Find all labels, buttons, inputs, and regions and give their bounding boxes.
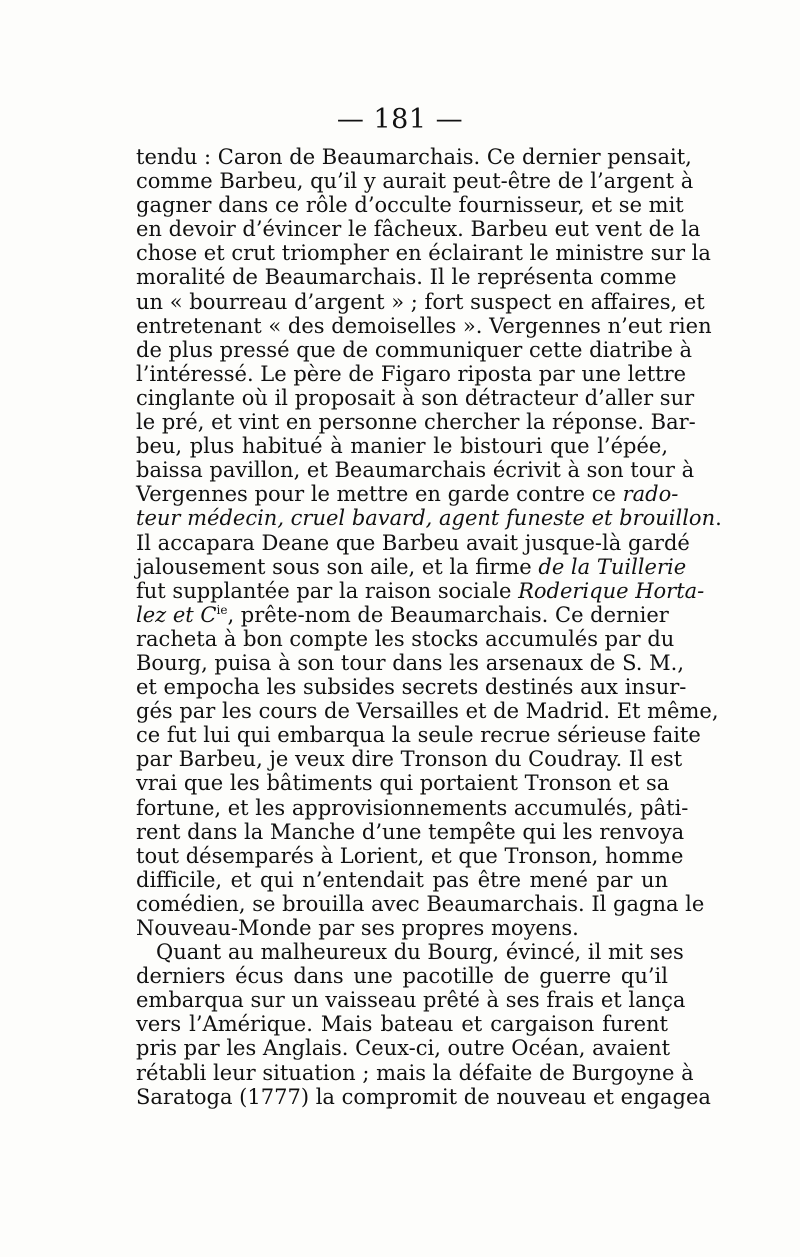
text-run: . xyxy=(715,506,722,531)
text-line xyxy=(136,650,684,675)
text-line xyxy=(136,819,685,844)
body-text xyxy=(136,145,722,1109)
text-run: moralité de Beaumarchais. Il le représenta comme xyxy=(136,265,677,290)
text-run: comme Barbeu, qu’il y aurait peut-être de l’argent à xyxy=(136,169,694,194)
text-run: pris par les Anglais. Ceux-ci, outre Océan, avaient xyxy=(136,1036,671,1061)
text-line xyxy=(136,578,705,603)
italic-text: de la Tuillerie xyxy=(538,554,687,579)
text-line xyxy=(136,1060,694,1085)
text-run: tendu : Caron de Beaumarchais. Ce dernier pensait, xyxy=(136,145,692,169)
text-run: tout désemparés à Lorient, et que Tronson, homme xyxy=(136,843,684,868)
text-run: Saratoga (1777) la compromit de nouveau et engagea xyxy=(136,1084,711,1109)
text-line xyxy=(136,1036,671,1061)
text-line xyxy=(136,940,684,965)
text-run: de plus pressé que de communiquer cette diatribe à xyxy=(136,337,693,362)
text-line xyxy=(136,1084,711,1109)
text-line xyxy=(136,482,679,507)
text-run: rétabli leur situation ; mais la défaite de Burgoyne à xyxy=(136,1060,694,1085)
text-line xyxy=(136,530,690,555)
text-line xyxy=(136,699,719,724)
text-run: en devoir d’évincer le fâcheux. Barbeu eut vent de la xyxy=(136,217,701,242)
text-run: jalousement sous son aile, et la firme xyxy=(136,554,539,579)
italic-text: teur médecin, cruel bavard, agent funeste et brouillon xyxy=(136,506,716,531)
italic-text: lez et C xyxy=(136,602,217,627)
text-line xyxy=(136,916,668,940)
text-run: beu, plus habitué à manier le bistouri que l’épée, xyxy=(136,434,668,459)
text-run: difficile, et qui n’entendait pas être mené par un xyxy=(136,867,668,892)
text-line xyxy=(136,169,694,194)
text-run: racheta à bon compte les stocks accumulés par du xyxy=(136,626,675,651)
text-run: fut supplantée par la raison sociale xyxy=(136,578,519,603)
text-line xyxy=(136,241,711,266)
text-run: par Barbeu, je veux dire Tronson du Coudray. Il est xyxy=(136,747,683,772)
text-line xyxy=(136,385,695,410)
text-run: ce fut lui qui embarqua la seule recrue sérieuse faite xyxy=(136,723,701,748)
text-line xyxy=(136,1012,668,1036)
text-run: cinglante où il proposait à son détracteur d’aller sur xyxy=(136,385,695,410)
text-run: l’intéressé. Le père de Figaro riposta par une lettre xyxy=(136,361,687,386)
text-run: comédien, se brouilla avec Beaumarchais. Il gagna le xyxy=(136,891,705,916)
text-line xyxy=(136,193,684,218)
text-run: entretenant « des demoiselles ». Vergennes n’eut rien xyxy=(136,313,712,338)
text-line xyxy=(136,361,687,386)
text-run: embarqua sur un vaisseau prêté à ses frais et lança xyxy=(136,988,686,1013)
text-run: le pré, et vint en personne chercher la réponse. Bar- xyxy=(136,410,696,435)
text-run: vers l’Amérique. Mais bateau et cargaison furent xyxy=(136,1012,668,1037)
text-line xyxy=(136,458,695,483)
text-line xyxy=(136,868,668,892)
text-line xyxy=(136,723,701,748)
text-line xyxy=(136,675,687,700)
text-line xyxy=(136,747,683,772)
text-run: Bourg, puisa à son tour dans les arsenaux de S. M., xyxy=(136,650,684,675)
text-line xyxy=(136,217,701,242)
text-run: derniers écus dans une pacotille de guerre qu’il xyxy=(136,964,668,989)
text-run: fortune, et les approvisionnements accumulés, pâti- xyxy=(136,795,689,820)
text-line xyxy=(136,506,722,531)
text-line xyxy=(136,145,692,169)
text-run: Quant au malheureux du Bourg, évincé, il mit ses xyxy=(156,940,684,965)
text-run: vrai que les bâtiments qui portaient Tronson et sa xyxy=(136,771,670,796)
text-run: chose et crut triompher en éclairant le ministre sur la xyxy=(136,241,711,266)
text-line xyxy=(136,626,675,651)
text-line xyxy=(136,603,668,627)
text-line xyxy=(136,843,684,868)
text-line xyxy=(136,313,712,338)
text-run: un « bourreau d’argent » ; fort suspect en affaires, et xyxy=(136,289,705,314)
page-number: — 181 — xyxy=(336,104,464,135)
text-run: , prête-nom de Beaumarchais. Ce dernier xyxy=(227,602,669,627)
italic-text: rado- xyxy=(622,482,679,507)
text-run: gagner dans ce rôle d’occulte fournisseur, et se mit xyxy=(136,193,684,218)
text-line xyxy=(136,964,668,988)
text-run: Nouveau-Monde par ses propres moyens. xyxy=(136,916,579,940)
text-run: baissa pavillon, et Beaumarchais écrivit à son tour à xyxy=(136,458,695,483)
text-run: et empocha les subsides secrets destinés aux insur- xyxy=(136,675,687,700)
text-line xyxy=(136,988,686,1013)
text-run: Vergennes pour le mettre en garde contre ce xyxy=(136,482,623,507)
text-line xyxy=(136,795,689,820)
text-line xyxy=(136,410,696,435)
text-run: Il accapara Deane que Barbeu avait jusque-là gardé xyxy=(136,530,690,555)
text-line xyxy=(136,891,705,916)
text-line xyxy=(136,771,668,795)
text-line xyxy=(136,337,693,362)
superscript: ie xyxy=(216,602,228,617)
text-run: rent dans la Manche d’une tempête qui les renvoya xyxy=(136,819,685,844)
text-run: gés par les cours de Versailles et de Madrid. Et même, xyxy=(136,699,719,724)
text-line xyxy=(136,434,668,458)
text-line xyxy=(136,265,677,290)
text-line xyxy=(136,554,687,579)
italic-text: Roderique Horta- xyxy=(518,578,705,603)
text-line xyxy=(136,289,705,314)
